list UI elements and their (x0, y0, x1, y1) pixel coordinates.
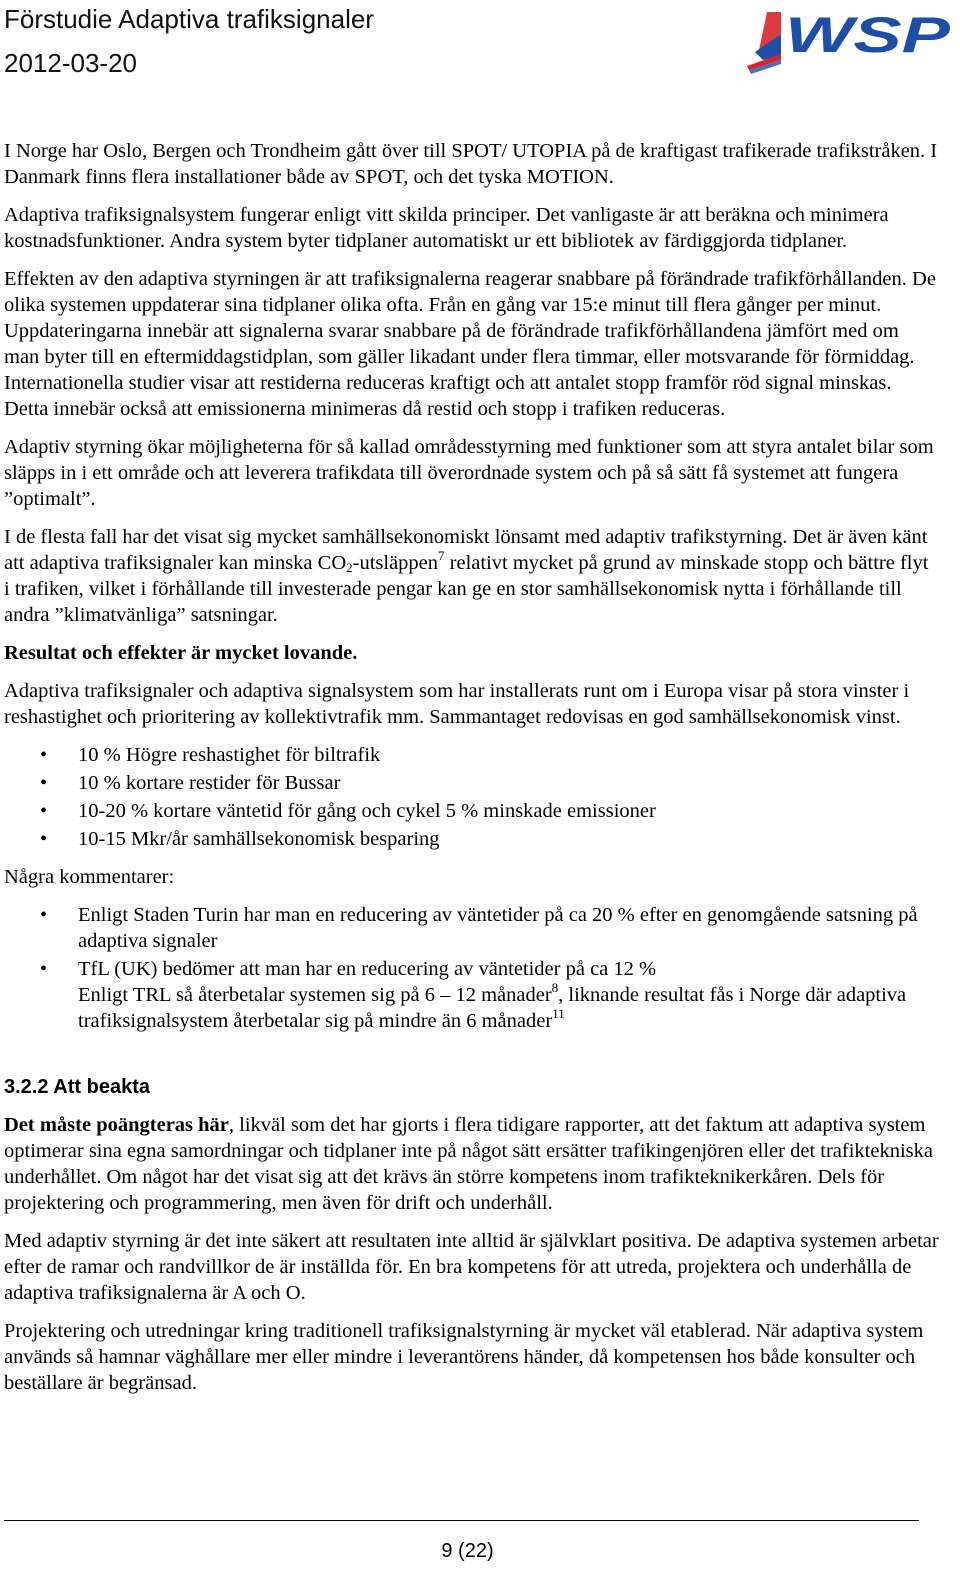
paragraph-7: Adaptiva trafiksignaler och adaptiva signalsystem som har installerats runt om i Europa visar på stora vinster i reshastighet och prioritering av kollektivtrafik mm. Sammantaget redovisas en god samhällsekonomisk vinst. (4, 680, 910, 728)
paragraph-4: Adaptiv styrning ökar möjligheterna för så kallad områdesstyrning med funktioner som att styra antalet bilar som släpps in i ett område och att leverera trafikdata till överordnade system och på så sätt få systemet att fungera ”optimalt”. (4, 436, 934, 510)
list-item: • Enligt Staden Turin har man en reducering av väntetider på ca 20 % efter en genomgående satsning på adaptiva signaler (4, 902, 939, 954)
footnote-ref: 11 (552, 1006, 565, 1021)
paragraph-5 (4, 524, 939, 628)
paragraph-5-text: I de flesta fall har det visat sig mycket samhällsekonomiskt lönsamt med adaptiv trafikstyrning. Det är även känt att adaptiva trafiksignaler kan minska CO (4, 526, 928, 574)
list-item: • 10 % kortare restider för Bussar (4, 770, 939, 796)
footnote-ref: 7 (438, 548, 445, 563)
paragraph-1: I Norge har Oslo, Bergen och Trondheim gått över till SPOT/ UTOPIA på de kraftigast trafikerade trafikstråken. I Danmark finns flera installationer både av SPOT, och det tyska MOTION. (4, 140, 938, 188)
co2-subscript: 2 (346, 560, 353, 575)
paragraph-5-text: -utsläppen (352, 552, 439, 574)
footnote-ref: 8 (551, 980, 559, 995)
wsp-logo (745, 4, 955, 76)
highlight-statement: Resultat och effekter är mycket lovande. (4, 642, 358, 664)
list-item: • 10 % Högre reshastighet för biltrafik (4, 742, 939, 768)
section-heading: 3.2.2 Att beakta (4, 1076, 150, 1098)
paragraph-11: Projektering och utredningar kring traditionell trafiksignalstyrning är mycket väl etablerad. När adaptiva system används så hamnar väghållare mer eller mindre i leverantörens händer, då kompetensen hos både konsulter och beställare är begränsad. (4, 1320, 924, 1394)
comments-list (4, 902, 939, 1034)
document-title: Förstudie Adaptiva trafiksignaler (4, 4, 374, 34)
list-item-text: , liknande resultat fås i Norge där adaptiva trafiksignalsystem återbetalar sig på mindre än 6 månader (78, 984, 907, 1032)
paragraph-9-text: , likväl som det har gjorts i flera tidigare rapporter, att det faktum att adaptiva system optimerar sina egna samordningar och tidplaner inte på något sätt ersätter trafikingenjören eller det trafiktekniska underhållet. Om något har det visat sig att det krävs än större kompetens inom trafikteknikerkåren. Dels för projektering och programmering, men även för drift och underhåll. (4, 1114, 933, 1214)
document-date: 2012-03-20 (4, 48, 137, 78)
results-list (4, 742, 939, 852)
list-item-text: Enligt TRL så återbetalar systemen sig på 6 – 12 månader (78, 984, 552, 1006)
list-item-line: TfL (UK) bedömer att man har en reducering av väntetider på ca 12 % (78, 958, 657, 980)
page-number: 9 (22) (441, 1540, 494, 1562)
paragraph-10: Med adaptiv styrning är det inte säkert att resultaten inte alltid är självklart positiva. De adaptiva systemen arbetar efter de ramar och randvillkor de är inställda för. En bra kompetens för att utreda, projektera och underhålla de adaptiva trafiksignalerna är A och O. (4, 1230, 939, 1304)
paragraph-2: Adaptiva trafiksignalsystem fungerar enligt vitt skilda principer. Det vanligaste är att beräkna och minimera kostnadsfunktioner. Andra system byter tidplaner automatiskt ur ett bibliotek av färdiggjorda tidplaner. (4, 204, 889, 252)
paragraph-9-emphasis: Det måste poängteras här (4, 1114, 229, 1136)
wsp-logo-mark (747, 12, 781, 74)
document-body (4, 138, 939, 1408)
list-item: • 10-20 % kortare väntetid för gång och cykel 5 % minskade emissioner (4, 798, 939, 824)
comments-label: Några kommentarer: (4, 866, 175, 888)
paragraph-3: Effekten av den adaptiva styrningen är att trafiksignalerna reagerar snabbare på förändrade trafikförhållanden. De olika systemen uppdaterar sina tidplaner olika ofta. Från en gång var 15:e minut till flera gånger per minut. Uppdateringarna innebär att signalerna svarar snabbare på de förändrade trafikförhållandena jämfört med om man byter till en eftermiddagstidplan, som gäller likadant under flera timmar, eller motsvarande för förmiddag. Internationella studier visar att restiderna reduceras kraftigt och att antalet stopp framför röd signal minskas. Detta innebär också att emissionerna minimeras då restid och stopp i trafiken reduceras. (4, 268, 936, 420)
list-item: • 10-15 Mkr/år samhällsekonomisk besparing (4, 826, 939, 852)
list-item (4, 956, 939, 1034)
paragraph-9 (4, 1112, 939, 1216)
paragraph-5-text: relativt mycket på grund av minskade stopp och bättre flyt i trafiken, vilket i förhållande till investerade pengar kan ge en stor samhällsekonomisk nytta i förhållande till andra ”klimatvänliga” satsningar. (4, 552, 929, 626)
wsp-logo-text: WSP (785, 7, 951, 63)
footer-divider (4, 1520, 919, 1521)
